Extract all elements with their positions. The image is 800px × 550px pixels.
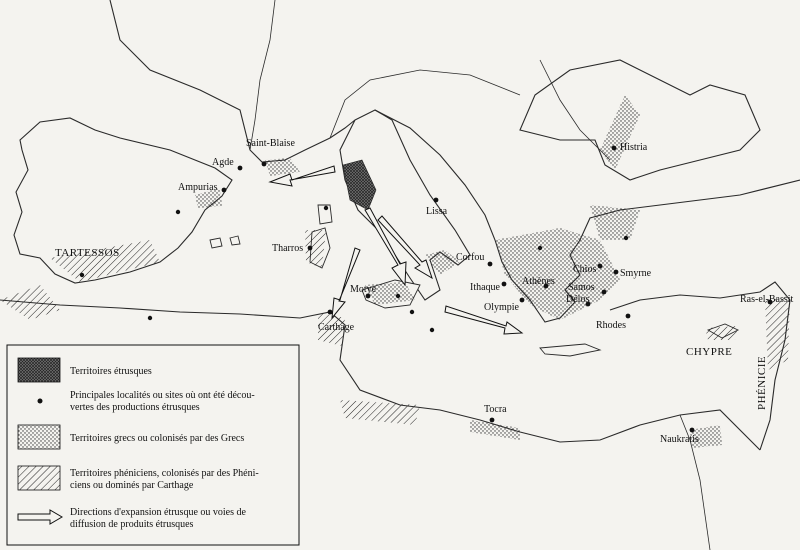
- site-corfou: [456, 252, 492, 266]
- svg-text:Histria: Histria: [620, 142, 648, 153]
- svg-text:Lissa: Lissa: [426, 206, 448, 217]
- site-agde: [212, 157, 242, 170]
- site-dot: [176, 210, 180, 214]
- legend: [7, 345, 299, 545]
- site-lissa: [426, 198, 448, 217]
- svg-text:Motye: Motye: [350, 284, 377, 295]
- site-dot: [538, 246, 542, 250]
- site-naukratis: [660, 428, 699, 445]
- svg-text:Principales localités ou sites: Principales localités ou sites où ont été décou-: [70, 390, 255, 401]
- arrow-to-carthage: [332, 248, 360, 318]
- etruscan-territory: [343, 160, 376, 210]
- svg-text:Ampurias: Ampurias: [178, 182, 218, 193]
- region-chypre: CHYPRE: [686, 346, 733, 358]
- svg-text:Chios: Chios: [573, 264, 597, 275]
- svg-text:Samos: Samos: [568, 282, 595, 293]
- svg-text:vertes des productions étrusqu: vertes des productions étrusques: [70, 402, 200, 413]
- site-dot: [80, 273, 84, 277]
- region-phenicie: PHÉNICIE: [756, 355, 768, 410]
- svg-text:Directions d'expansion étrusqu: Directions d'expansion étrusque ou voies de: [70, 507, 246, 518]
- svg-text:Territoires phéniciens, coloni: Territoires phéniciens, colonisés par des Phéni-: [70, 468, 259, 479]
- svg-text:Athènes: Athènes: [522, 276, 555, 287]
- site-tocra: [484, 404, 507, 422]
- site-dot: [396, 294, 400, 298]
- svg-text:Ithaque: Ithaque: [470, 282, 500, 293]
- site-athenes: [522, 276, 555, 288]
- region-tartessos: TARTESSOS: [55, 247, 120, 259]
- site-ras-el-bassit: [740, 294, 794, 305]
- site-dot: [324, 206, 328, 210]
- islands: [210, 205, 738, 356]
- site-ithaque: [470, 282, 506, 293]
- svg-text:Corfou: Corfou: [456, 252, 485, 263]
- site-dot: [624, 236, 628, 240]
- site-smyrne: [614, 268, 652, 279]
- svg-text:Saint-Blaise: Saint-Blaise: [246, 138, 295, 149]
- svg-text:ciens ou dominés par Carthage: ciens ou dominés par Carthage: [70, 480, 194, 491]
- svg-text:Rhodes: Rhodes: [596, 320, 626, 331]
- site-rhodes: [596, 314, 630, 331]
- site-dot: [430, 328, 434, 332]
- svg-text:Tharros: Tharros: [272, 243, 304, 254]
- svg-text:Tocra: Tocra: [484, 404, 507, 415]
- site-delos: [566, 294, 590, 306]
- svg-text:Territoires étrusques: Territoires étrusques: [70, 366, 152, 377]
- svg-text:Délos: Délos: [566, 294, 590, 305]
- svg-text:Smyrne: Smyrne: [620, 268, 652, 279]
- site-dot: [410, 310, 414, 314]
- svg-text:Agde: Agde: [212, 157, 234, 168]
- svg-text:Olympie: Olympie: [484, 302, 519, 313]
- svg-text:Territoires grecs ou colonisés: Territoires grecs ou colonisés par des Grecs: [70, 433, 245, 444]
- svg-text:Ras-el-Bassit: Ras-el-Bassit: [740, 294, 794, 305]
- site-olympie: [484, 298, 524, 313]
- site-dot: [148, 316, 152, 320]
- svg-text:Naukratis: Naukratis: [660, 434, 699, 445]
- svg-text:diffusion de produits étrusque: diffusion de produits étrusques: [70, 519, 194, 530]
- svg-text:Carthage: Carthage: [318, 322, 355, 333]
